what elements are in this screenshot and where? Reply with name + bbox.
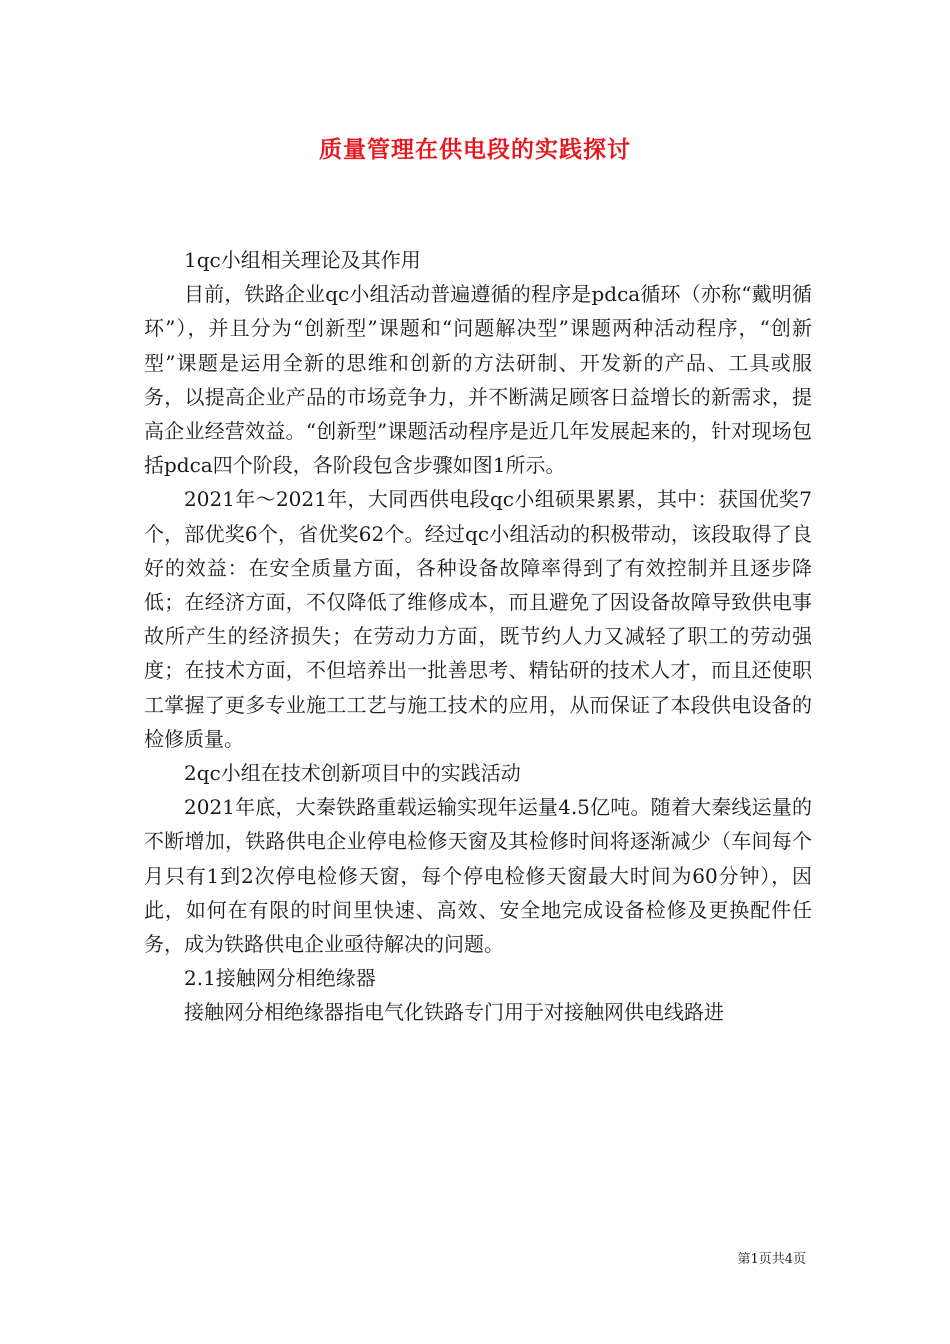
section-heading-2-1: 2.1接触网分相绝缘器 [184, 966, 376, 991]
paragraph-3: 2021年底，大秦铁路重载运输实现年运量4.5亿吨。随着大秦线运量的不断增加，铁路供电企业停电检修天窗及其检修时间将逐渐减少（车间每个月只有1到2次停电检修天窗，每个停电检修天窗最大时间为60分钟），因此，如何在有限的时间里快速、高效、安全地完成设备检修及更换配件任务，成为铁路供电企业亟待解决的问题。 [144, 795, 812, 957]
document-body [144, 243, 812, 1030]
section-heading-2: 2qc小组在技术创新项目中的实践活动 [184, 761, 521, 786]
page-number: 第1页共4页 [737, 1252, 806, 1267]
document-title: 质量管理在供电段的实践探讨 [319, 136, 631, 163]
paragraph-2: 2021年～2021年，大同西供电段qc小组硕果累累，其中：获国优奖7个，部优奖6个，省优奖62个。经过qc小组活动的积极带动，该段取得了良好的效益：在安全质量方面，各种设备故障率得到了有效控制并且逐步降低；在经济方面，不仅降低了维修成本，而且避免了因设备故障导致供电事故所产生的经济损失；在劳动力方面，既节约人力又减轻了职工的劳动强度；在技术方面，不但培养出一批善思考、精钻研的技术人才，而且还使职工掌握了更多专业施工工艺与施工技术的应用，从而保证了本段供电设备的检修质量。 [144, 487, 812, 751]
paragraph-1: 目前，铁路企业qc小组活动普遍遵循的程序是pdca循环（亦称“戴明循环”），并且分为“创新型”课题和“问题解决型”课题两种活动程序，“创新型”课题是运用全新的思维和创新的方法研制、开发新的产品、工具或服务，以提高企业产品的市场竞争力，并不断满足顾客日益增长的新需求，提高企业经营效益。“创新型”课题活动程序是近几年发展起来的，针对现场包括pdca四个阶段，各阶段包含步骤如图1所示。 [144, 282, 812, 478]
section-heading-1: 1qc小组相关理论及其作用 [184, 248, 421, 272]
paragraph-4: 接触网分相绝缘器指电气化铁路专门用于对接触网供电线路进 [184, 1000, 724, 1025]
